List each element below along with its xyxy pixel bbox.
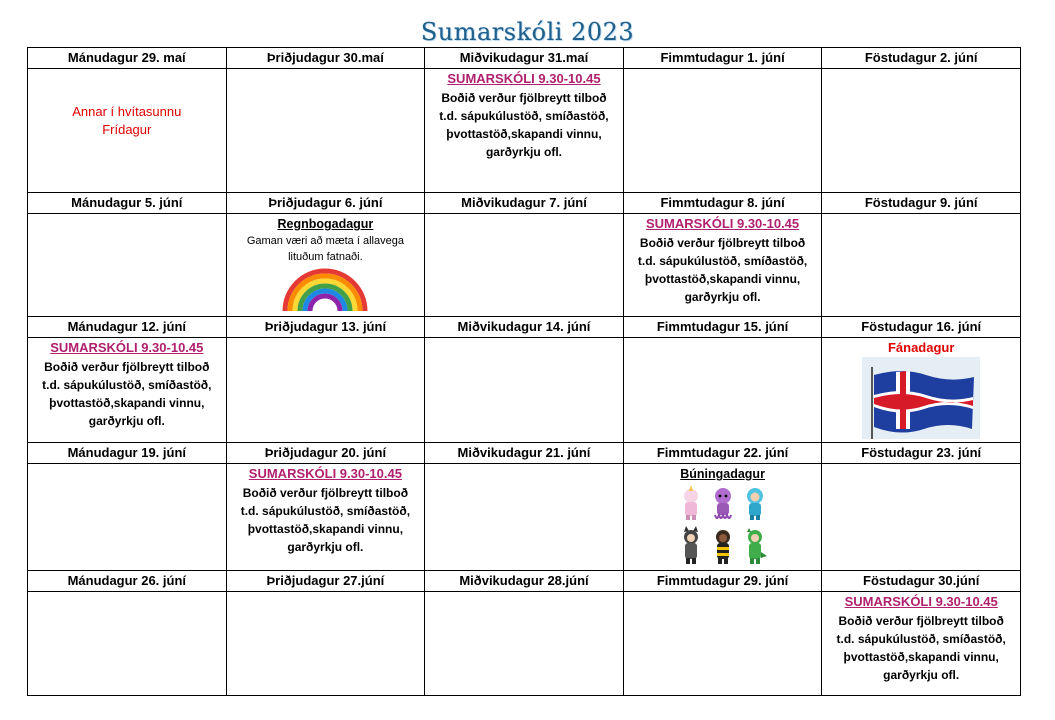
day-header: Föstudagur 16. júní xyxy=(822,317,1021,338)
sumarskoli-line: garðyrkju ofl. xyxy=(88,414,165,428)
week-3-body-row xyxy=(28,338,1021,443)
holiday-line-2: Frídagur xyxy=(102,122,152,137)
day-header: Föstudagur 30.júní xyxy=(822,571,1021,592)
day-cell xyxy=(425,214,624,317)
sumarskoli-heading: SUMARSKÓLI 9.30-10.45 xyxy=(645,216,800,231)
week-5-header-row xyxy=(28,571,1021,592)
sumarskoli-line: t.d. sápukúlustöð, smíðastöð, xyxy=(240,504,411,518)
day-cell xyxy=(28,69,227,193)
sumarskoli-line: Boðið verður fjölbreytt tilboð xyxy=(44,360,210,374)
day-header: Þriðjudagur 27.júní xyxy=(226,571,425,592)
day-cell xyxy=(425,592,624,696)
day-cell-sumarskoli xyxy=(822,592,1021,696)
sumarskoli-line: þvottastöð,skapandi vinnu, xyxy=(49,396,205,410)
day-cell xyxy=(226,69,425,193)
day-cell xyxy=(28,592,227,696)
day-header: Föstudagur 9. júní xyxy=(822,193,1021,214)
day-cell xyxy=(623,69,822,193)
day-cell-flag-day xyxy=(822,338,1021,443)
sumarskoli-heading: SUMARSKÓLI 9.30-10.45 xyxy=(447,71,601,86)
day-header: Þriðjudagur 30.maí xyxy=(226,48,425,69)
week-1-header-row xyxy=(28,48,1021,69)
sumarskoli-line: garðyrkju ofl. xyxy=(287,540,364,554)
holiday-note xyxy=(28,103,226,139)
day-cell xyxy=(623,338,822,443)
day-header: Mánudagur 5. júní xyxy=(28,193,227,214)
sumarskoli-description xyxy=(28,358,226,430)
rainbow-note-line: lituðum fatnaði. xyxy=(288,251,363,263)
sumarskoli-line: þvottastöð,skapandi vinnu, xyxy=(644,272,801,286)
day-header: Föstudagur 23. júní xyxy=(822,443,1021,464)
octopus-costume-icon xyxy=(715,488,731,518)
day-cell xyxy=(822,214,1021,317)
sumarskoli-line: þvottastöð,skapandi vinnu, xyxy=(843,650,999,664)
day-cell-sumarskoli xyxy=(28,338,227,443)
day-cell xyxy=(822,69,1021,193)
day-header: Mánudagur 29. maí xyxy=(28,48,227,69)
sumarskoli-description xyxy=(425,89,623,161)
day-header: Fimmtudagur 22. júní xyxy=(623,443,822,464)
day-cell-costume-day xyxy=(623,464,822,571)
day-header: Fimmtudagur 29. júní xyxy=(623,571,822,592)
icelandic-flag-icon xyxy=(862,357,980,439)
sumarskoli-heading: SUMARSKÓLI 9.30-10.45 xyxy=(248,466,402,481)
fish-costume-icon xyxy=(747,488,763,520)
calendar-table xyxy=(27,47,1021,696)
sumarskoli-line: Boðið verður fjölbreytt tilboð xyxy=(441,91,607,105)
sumarskoli-line: t.d. sápukúlustöð, smíðastöð, xyxy=(836,632,1006,646)
rainbow-note-line: Gaman væri að mæta í allavega xyxy=(246,235,404,247)
bee-costume-icon xyxy=(716,530,730,564)
rainbow-day-title: Regnbogadagur xyxy=(277,217,374,231)
sumarskoli-description xyxy=(822,612,1020,684)
day-cell xyxy=(425,464,624,571)
day-header: Þriðjudagur 6. júní xyxy=(226,193,425,214)
day-header: Fimmtudagur 1. júní xyxy=(623,48,822,69)
day-cell xyxy=(28,214,227,317)
day-cell-sumarskoli xyxy=(226,464,425,571)
holiday-line-1: Annar í hvítasunnu xyxy=(72,104,182,119)
costume-kids-icon xyxy=(677,484,769,568)
sumarskoli-heading: SUMARSKÓLI 9.30-10.45 xyxy=(50,340,204,355)
day-header: Mánudagur 26. júní xyxy=(28,571,227,592)
day-cell xyxy=(226,592,425,696)
day-header: Miðvikudagur 31.maí xyxy=(425,48,624,69)
day-header: Miðvikudagur 7. júní xyxy=(425,193,624,214)
day-cell-rainbow xyxy=(226,214,425,317)
day-cell-sumarskoli xyxy=(425,69,624,193)
sumarskoli-heading: SUMARSKÓLI 9.30-10.45 xyxy=(844,594,998,609)
sumarskoli-line: Boðið verður fjölbreytt tilboð xyxy=(242,486,409,500)
week-3-header-row xyxy=(28,317,1021,338)
day-header: Föstudagur 2. júní xyxy=(822,48,1021,69)
day-cell xyxy=(623,592,822,696)
sumarskoli-line: Boðið verður fjölbreytt tilboð xyxy=(639,236,806,250)
day-cell xyxy=(226,338,425,443)
week-2-body-row xyxy=(28,214,1021,317)
day-cell xyxy=(425,338,624,443)
rainbow-icon xyxy=(280,265,370,313)
day-header: Fimmtudagur 15. júní xyxy=(623,317,822,338)
sumarskoli-line: t.d. sápukúlustöð, smíðastöð, xyxy=(42,378,212,392)
day-header: Þriðjudagur 20. júní xyxy=(226,443,425,464)
week-4-body-row xyxy=(28,464,1021,571)
sumarskoli-description xyxy=(624,234,822,306)
costume-day-title: Búningadagur xyxy=(680,467,765,481)
dinosaur-costume-icon xyxy=(747,528,767,564)
day-cell xyxy=(28,464,227,571)
rainbow-day-note xyxy=(227,233,425,265)
sumarskoli-line: þvottastöð,skapandi vinnu, xyxy=(446,127,602,141)
week-4-header-row xyxy=(28,443,1021,464)
flag-day-title: Fánadagur xyxy=(887,340,955,355)
week-2-header-row xyxy=(28,193,1021,214)
sumarskoli-line: garðyrkju ofl. xyxy=(485,145,562,159)
day-header: Þriðjudagur 13. júní xyxy=(226,317,425,338)
day-header: Mánudagur 12. júní xyxy=(28,317,227,338)
sumarskoli-line: t.d. sápukúlustöð, smíðastöð, xyxy=(637,254,808,268)
sumarskoli-line: t.d. sápukúlustöð, smíðastöð, xyxy=(439,109,609,123)
page-title: Sumarskóli 2023 xyxy=(420,18,635,46)
sumarskoli-line: garðyrkju ofl. xyxy=(883,668,960,682)
day-header: Fimmtudagur 8. júní xyxy=(623,193,822,214)
day-header: Miðvikudagur 28.júní xyxy=(425,571,624,592)
day-header: Miðvikudagur 14. júní xyxy=(425,317,624,338)
week-5-body-row xyxy=(28,592,1021,696)
sumarskoli-line: garðyrkju ofl. xyxy=(684,290,761,304)
unicorn-costume-icon xyxy=(684,485,698,520)
cat-costume-icon xyxy=(684,526,698,564)
sumarskoli-description xyxy=(227,484,425,556)
sumarskoli-line: Boðið verður fjölbreytt tilboð xyxy=(838,614,1004,628)
day-header: Miðvikudagur 21. júní xyxy=(425,443,624,464)
week-1-body-row xyxy=(28,69,1021,193)
day-cell xyxy=(822,464,1021,571)
day-header: Mánudagur 19. júní xyxy=(28,443,227,464)
sumarskoli-line: þvottastöð,skapandi vinnu, xyxy=(247,522,404,536)
day-cell-sumarskoli xyxy=(623,214,822,317)
